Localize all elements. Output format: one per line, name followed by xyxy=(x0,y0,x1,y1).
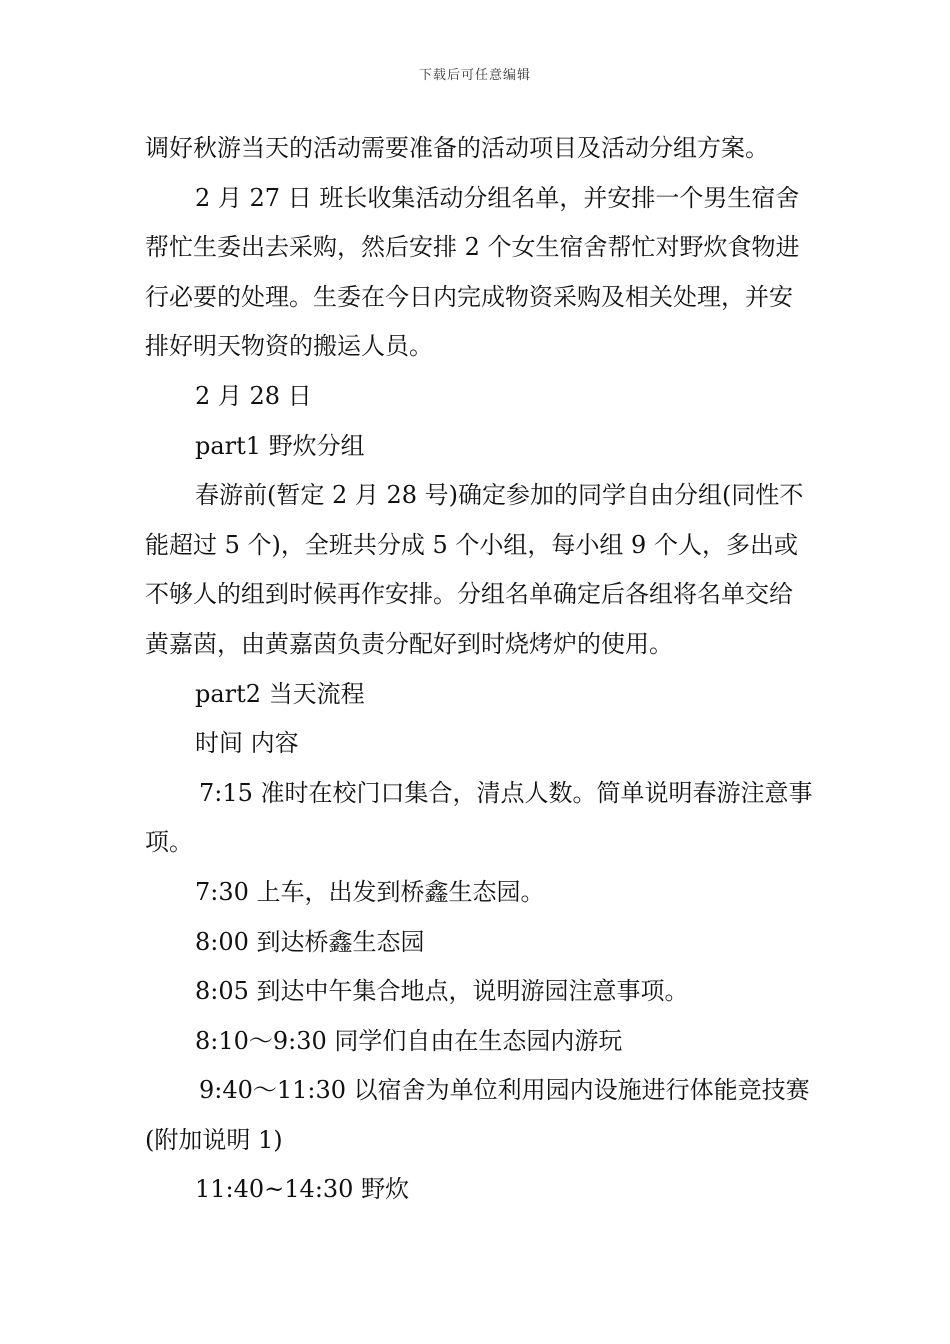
paragraph-schedule-header: 时间 内容 xyxy=(195,729,299,758)
paragraph-feb27: 2 月 27 日 班长收集活动分组名单，并安排一个男生宿舍帮忙生委出去采购，然后安排 2 个女生宿舍帮忙对野炊食物进行必要的处理。生委在今日内完成物资采购及相关处理，并安排好明天物资的搬运人员。 xyxy=(145,183,800,361)
paragraph-intro: 调好秋游当天的活动需要准备的活动项目及活动分组方案。 xyxy=(145,134,769,162)
schedule-item-0730: 7:30 上车，出发到桥鑫生态园。 xyxy=(195,877,545,906)
paragraph-grouping: 春游前(暂定 2 月 28 号)确定参加的同学自由分组(同性不能超过 5 个)，全班共分成 5 个小组，每小组 9 个人，多出或不够人的组到时候再作安排。分组名单确定后各组将名单交给黄嘉茵，由黄嘉茵负责分配好到时烧烤炉的使用。 xyxy=(145,481,804,658)
schedule-item-1140: 11:40~14:30 野炊 xyxy=(195,1175,410,1204)
document-body xyxy=(145,124,815,1215)
paragraph-feb28-heading: 2 月 28 日 xyxy=(195,381,312,410)
schedule-item-0715: 7:15 准时在校门口集合，清点人数。简单说明春游注意事项。 xyxy=(145,778,813,857)
page-header: 下载后可任意编辑 xyxy=(418,68,531,83)
paragraph-part2-heading: part2 当天流程 xyxy=(195,679,365,708)
schedule-item-0805: 8:05 到达中午集合地点，说明游园注意事项。 xyxy=(195,977,689,1006)
schedule-item-0940: 9:40～11:30 以宿舍为单位利用园内设施进行体能竞技赛(附加说明 1) xyxy=(145,1076,810,1154)
schedule-item-0800: 8:00 到达桥鑫生态园 xyxy=(195,927,425,956)
paragraph-part1-heading: part1 野炊分组 xyxy=(195,431,365,460)
schedule-item-0810: 8:10～9:30 同学们自由在生态园内游玩 xyxy=(195,1026,623,1055)
